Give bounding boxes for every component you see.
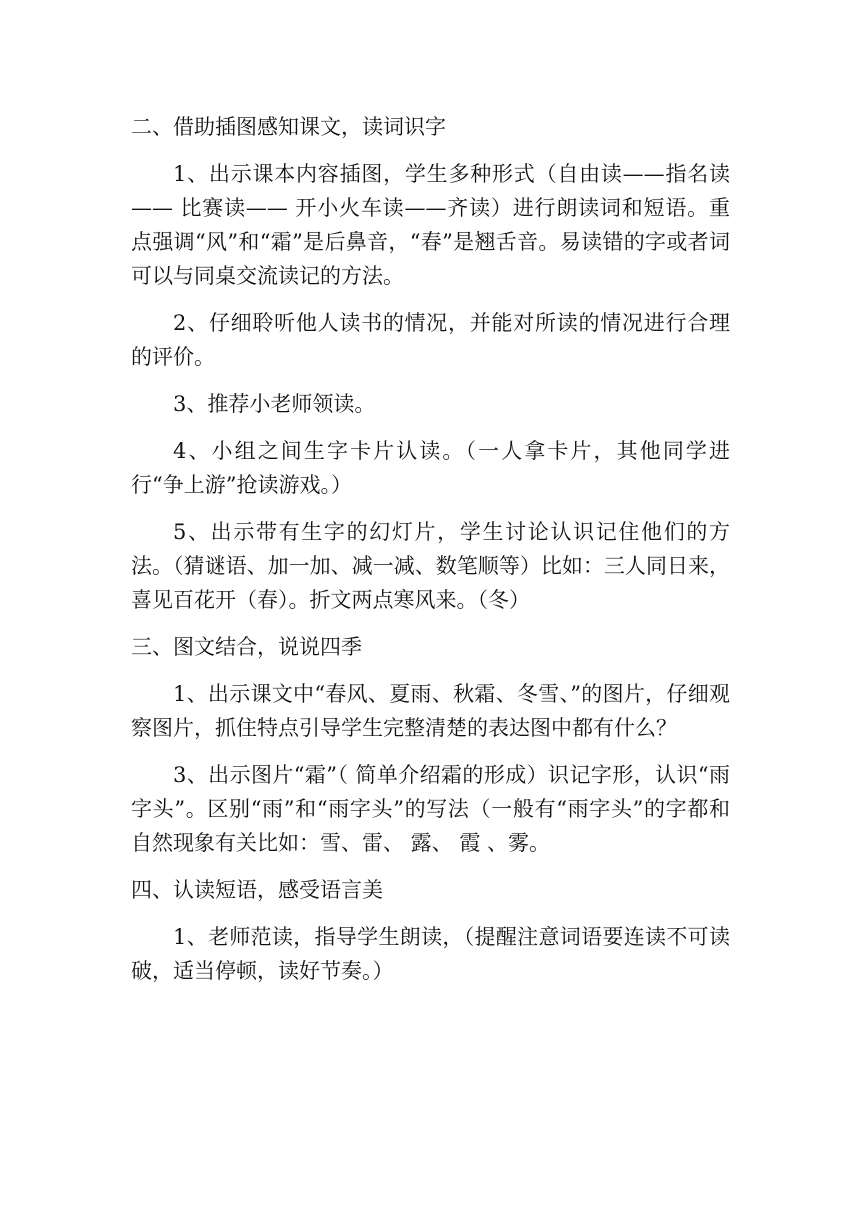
- section-heading-4: 四、认读短语，感受语言美: [131, 878, 383, 902]
- paragraph-3-3: 3、出示图片“霜”（ 简单介绍霜的形成）识记字形，认识“雨字头”。区别“雨”和“雨字头”的写法（一般有“雨字头”的字都和自然现象有关比如：雪、雷、 露、 霞 、雾。: [131, 763, 730, 855]
- paragraph-3-1: 1、出示课文中“春风、夏雨、秋霜、冬雪、”的图片，仔细观察图片，抓住特点引导学生完整清楚的表达图中都有什么？: [131, 682, 730, 740]
- section-heading-3: 三、图文结合，说说四季: [131, 635, 362, 659]
- paragraph-2-5: 5、出示带有生字的幻灯片，学生讨论认识记住他们的方法。（猜谜语、加一加、减一减、数笔顺等）比如：三人同日来，喜见百花开（春）。折文两点寒风来。（冬）: [131, 520, 730, 612]
- paragraph-2-4: 4、小组之间生字卡片认读。（一人拿卡片，其他同学进行“争上游”抢读游戏。）: [131, 439, 730, 497]
- paragraph-2-2: 2、仔细聆听他人读书的情况，并能对所读的情况进行合理的评价。: [131, 311, 730, 369]
- paragraph-4-1: 1、老师范读，指导学生朗读，（提醒注意词语要连读不可读破，适当停顿，读好节奏。）: [131, 925, 730, 983]
- section-heading-2: 二、借助插图感知课文，读词识字: [131, 115, 446, 139]
- paragraph-2-3: 3、推荐小老师领读。: [173, 392, 376, 416]
- paragraph-2-1: 1、出示课本内容插图，学生多种形式（自由读——指名读—— 比赛读—— 开小火车读——齐读）进行朗读词和短语。重点强调“风”和“霜”是后鼻音，“春”是翘舌音。易读错的字或者词可以与同桌交流读记的方法。: [131, 162, 730, 288]
